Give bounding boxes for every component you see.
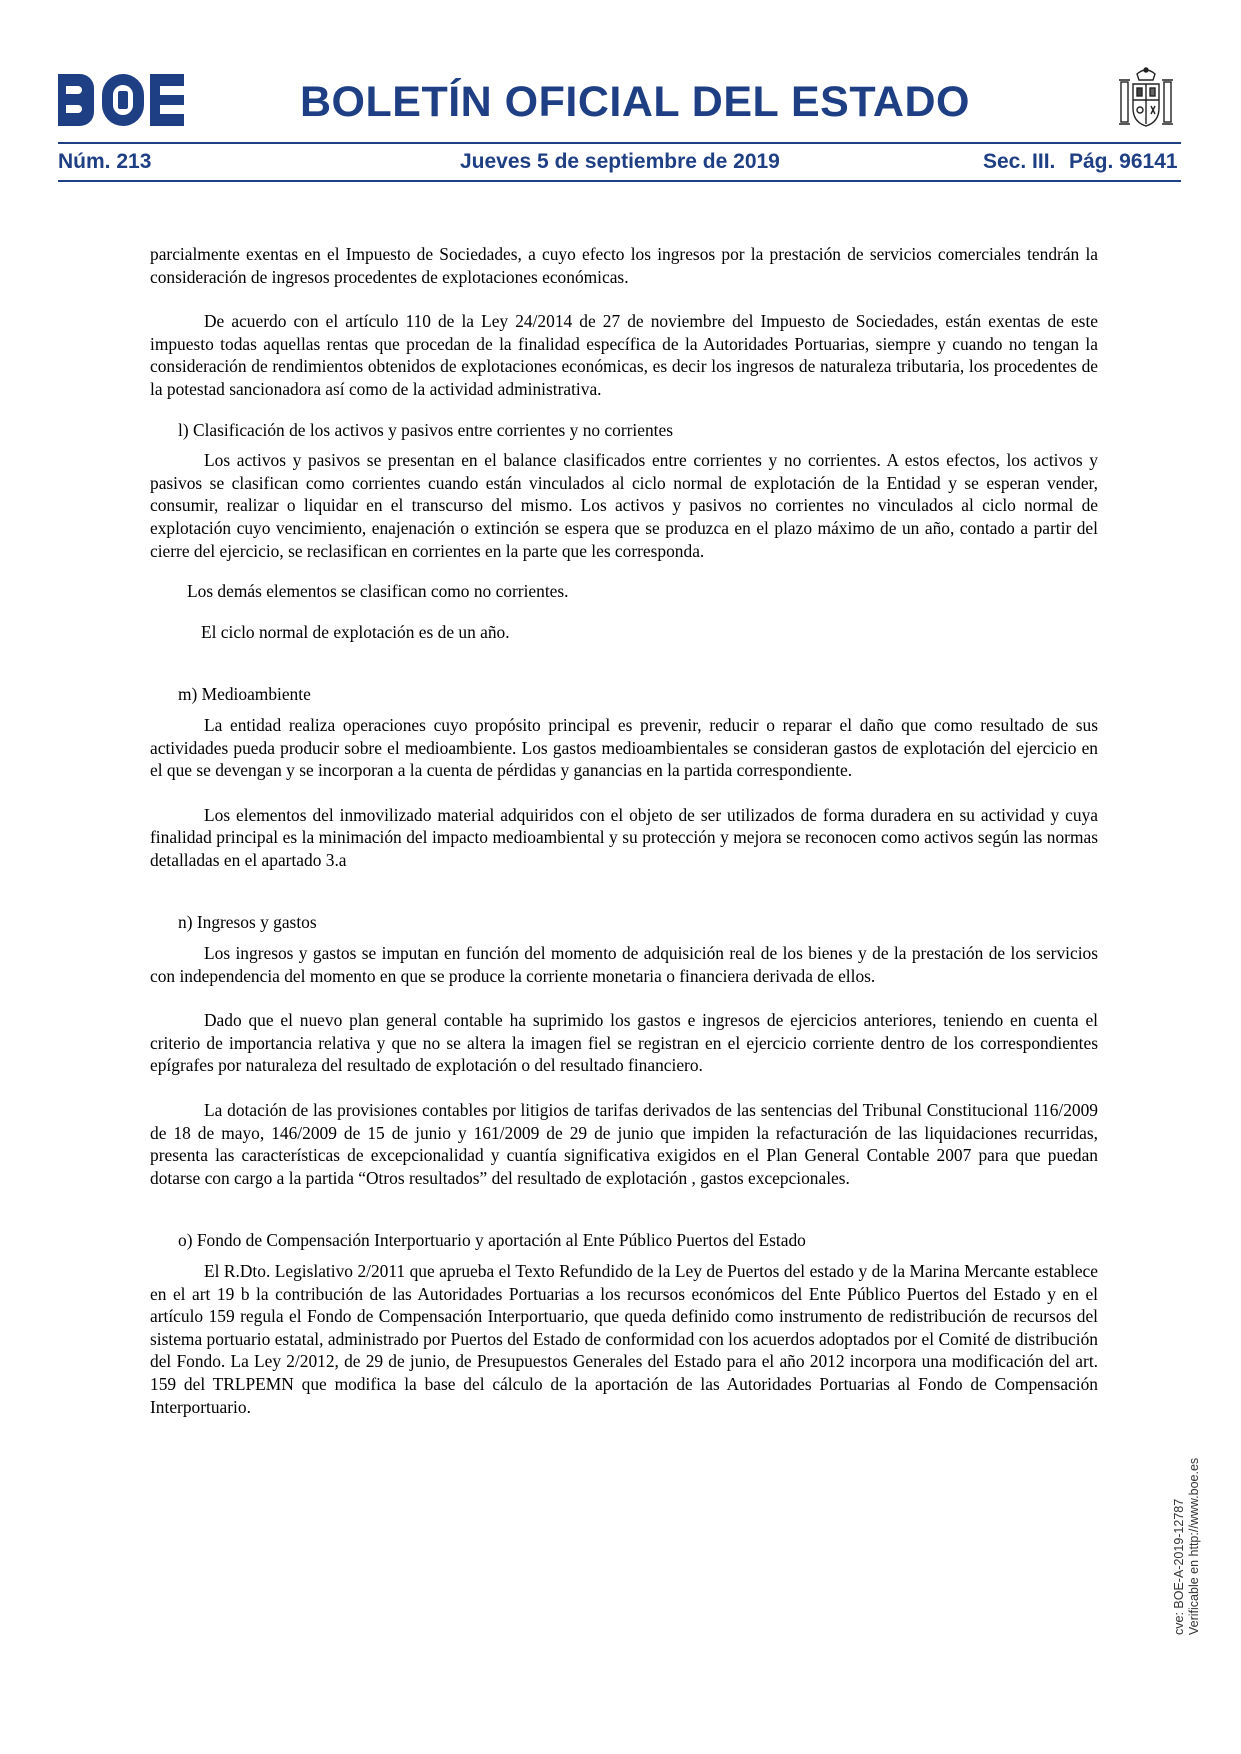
page-title: BOLETÍN OFICIAL DEL ESTADO	[300, 78, 970, 126]
page-number: Pág. 96141	[1069, 150, 1178, 173]
paragraph: Los elementos del inmovilizado material adquiridos con el objeto de ser utilizados de forma duradera en su actividad y cuya finalidad principal es la minimación del impacto medioambiental y su protección y mejora se reconocen como activos según las normas detalladas en el apartado 3.a	[150, 804, 1098, 870]
section-heading-n: n) Ingresos y gastos	[178, 912, 317, 933]
cve-code: cve: BOE-A-2019-12787	[1172, 1498, 1186, 1635]
section-heading-l: l) Clasificación de los activos y pasivos entre corrientes y no corrientes	[178, 419, 673, 440]
header-rule-top	[58, 142, 1181, 144]
issue-date: Jueves 5 de septiembre de 2019	[460, 150, 780, 173]
document-body	[150, 243, 1098, 1418]
paragraph: Los demás elementos se clasifican como no corrientes.	[187, 581, 569, 602]
logo-letter-b	[58, 74, 94, 126]
boe-logo	[58, 74, 184, 126]
section-label: Sec. III.	[983, 150, 1056, 173]
header-rule-bottom	[58, 180, 1181, 182]
section-heading-o: o) Fondo de Compensación Interportuario y aportación al Ente Público Puertos del Estado	[178, 1230, 806, 1251]
logo-letter-e	[150, 74, 184, 126]
verification-sidebar	[1172, 1458, 1202, 1635]
section-heading-m: m) Medioambiente	[178, 684, 311, 705]
issue-number: Núm. 213	[58, 150, 152, 173]
paragraph: El ciclo normal de explotación es de un año.	[201, 621, 510, 642]
paragraph: La dotación de las provisiones contables por litigios de tarifas derivados de las sentencias del Tribunal Constitucional 116/2009 de 18 de mayo, 146/2009 de 15 de junio y 161/2009 de 29 de junio que impiden la refacturación de las liquidaciones recurridas, presenta las características de excepcionalidad y cuantía significativa exigidos en el Plan General Contable 2007 para que puedan dotarse con cargo a la partida “Otros resultados” del resultado de explotación , gastos excepcionales.	[150, 1100, 1098, 1188]
coat-of-arms-icon	[1113, 64, 1179, 134]
paragraph: De acuerdo con el artículo 110 de la Ley 24/2014 de 27 de noviembre del Impuesto de Sociedades, están exentas de este impuesto todas aquellas rentas que procedan de la finalidad específica de la Autoridades Portuarias, siempre y cuando no tengan la consideración de rendimientos obtenidos de explotaciones económicas, es decir los ingresos de naturaleza tributaria, los procedentes de la potestad sancionadora así como de la actividad administrativa.	[150, 311, 1098, 399]
paragraph: La entidad realiza operaciones cuyo propósito principal es prevenir, reducir o reparar el daño que como resultado de sus actividades pueda producir sobre el medioambiente. Los gastos medioambientales se consideran gastos de explotación del ejercicio en el que se devengan y se incorporan a la cuenta de pérdidas y ganancias en la partida correspondiente.	[150, 714, 1098, 781]
paragraph: Los activos y pasivos se presentan en el balance clasificados entre corrientes y no corrientes. A estos efectos, los activos y pasivos se clasifican como corrientes cuando están vinculados al ciclo normal de explotación de la Entidad y se esperan vender, consumir, realizar o liquidar en el transcurso del mismo. Los activos y pasivos no corrientes no vinculados al ciclo normal de explotación cuyo vencimiento, enajenación o extinción se espera que se produzca en el plazo máximo de un año, contado a partir del cierre del ejercicio, se reclasifican en corrientes en la parte que les corresponda.	[150, 450, 1098, 561]
paragraph: Los ingresos y gastos se imputan en función del momento de adquisición real de los bienes y de la prestación de los servicios con independencia del momento en que se produce la corriente monetaria o financiera derivada de ellos.	[150, 943, 1098, 986]
verification-link[interactable]: Verificable en http://www.boe.es	[1187, 1457, 1201, 1635]
paragraph: El R.Dto. Legislativo 2/2011 que aprueba el Texto Refundido de la Ley de Puertos del estado y de la Marina Mercante establece en el art 19 b la contribución de las Autoridades Portuarias a los recursos económicos del Ente Público Puertos del Estado y en el artículo 159 regula el Fondo de Compensación Interportuario, que queda definido como instrumento de redistribución de recursos del sistema portuario estatal, administrado por Puertos del Estado de conformidad con los acuerdos adoptados por el Comité de distribución del Fondo. La Ley 2/2012, de 29 de junio, de Presupuestos Generales del Estado para el año 2012 incorpora una modificación del art. 159 del TRLPEMN que modifica la base del cálculo de la aportación de las Autoridades Portuarias al Fondo de Compensación Interportuario.	[150, 1261, 1098, 1417]
paragraph: Dado que el nuevo plan general contable ha suprimido los gastos e ingresos de ejercicios anteriores, teniendo en cuenta el criterio de importancia relativa y que no se altera la imagen fiel se registran en el ejercicio corriente dentro de los correspondientes epígrafes por naturaleza del resultado de explotación o del resultado financiero.	[150, 1010, 1098, 1076]
paragraph: parcialmente exentas en el Impuesto de Sociedades, a cuyo efecto los ingresos por la prestación de servicios comerciales tendrán la consideración de ingresos procedentes de explotaciones económicas.	[150, 244, 1098, 287]
